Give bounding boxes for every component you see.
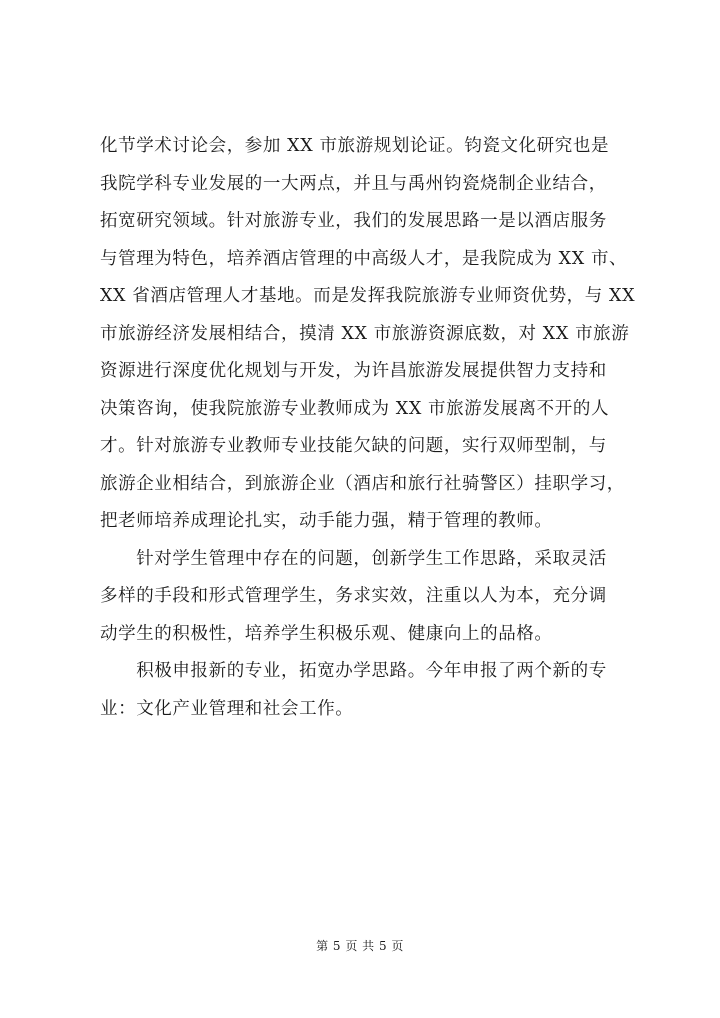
paragraph-2 — [100, 541, 630, 654]
text-line: 针对学生管理中存在的问题，创新学生工作思路，采取灵活 — [100, 548, 607, 569]
page-footer — [0, 938, 720, 954]
text-line: 决策咨询，使我院旅游专业教师成为 XX 市旅游发展离不开的人 — [100, 398, 610, 419]
text-line: 资源进行深度优化规划与开发，为许昌旅游发展提供智力支持和 — [100, 361, 607, 381]
text-line: 市旅游经济发展相结合，摸清 XX 市旅游资源底数，对 XX 市旅游 — [100, 323, 630, 344]
text-line: 与管理为特色，培养酒店管理的中高级人才，是我院成为 XX 市、 — [100, 248, 628, 269]
text-line: 拓宽研究领域。针对旅游专业，我们的发展思路一是以酒店服务 — [100, 211, 607, 231]
text-line: 才。针对旅游专业教师专业技能欠缺的问题，实行双师型制，与 — [100, 436, 607, 456]
body-text — [100, 128, 636, 728]
text-line: 业：文化产业管理和社会工作。 — [100, 698, 354, 719]
text-line: 动学生的积极性，培养学生积极乐观、健康向上的品格。 — [100, 623, 553, 644]
text-line: 旅游企业相结合，到旅游企业（酒店和旅行社骑警区）挂职学习， — [100, 473, 625, 494]
paragraph-1 — [100, 128, 636, 541]
text-line: 化节学术讨论会，参加 XX 市旅游规划论证。钧瓷文化研究也是 — [100, 136, 610, 156]
page-number-label: 第 5 页 共 5 页 — [316, 939, 404, 953]
text-line: 把老师培养成理论扎实，动手能力强，精于管理的教师。 — [100, 511, 553, 531]
text-line: XX 省酒店管理人才基地。而是发挥我院旅游专业师资优势，与 XX — [100, 286, 636, 306]
text-line: 积极申报新的专业，拓宽办学思路。今年申报了两个新的专 — [100, 661, 607, 681]
paragraph-3 — [100, 653, 630, 728]
text-line: 多样的手段和形式管理学生，务求实效，注重以人为本，充分调 — [100, 586, 607, 606]
text-line: 我院学科专业发展的一大两点，并且与禹州钧瓷烧制企业结合， — [100, 173, 607, 194]
